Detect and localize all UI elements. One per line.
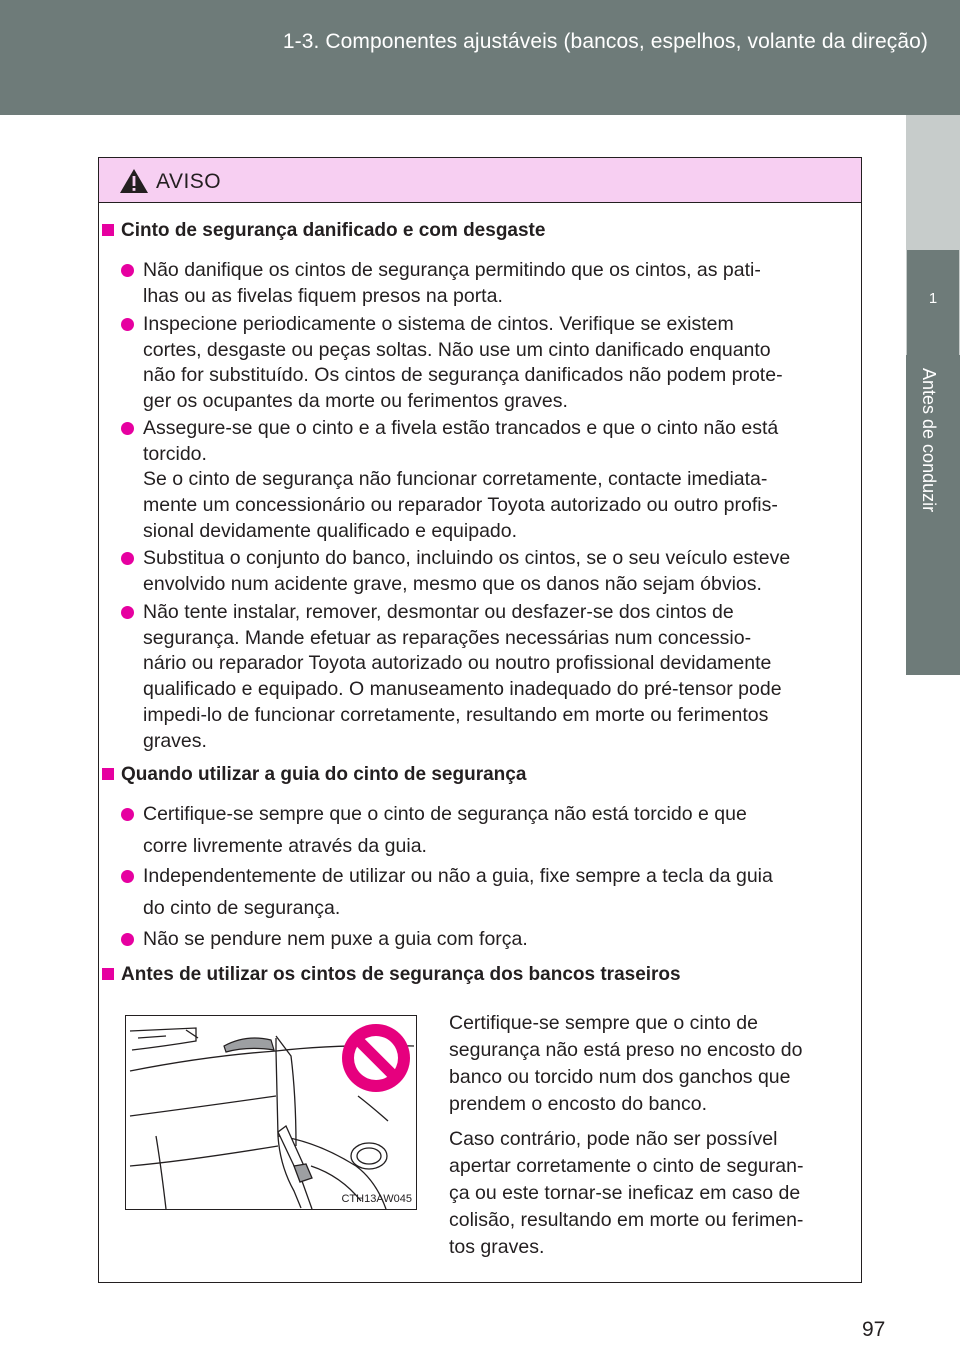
header-bar xyxy=(0,0,960,115)
chapter-label: Antes de conduzir xyxy=(919,368,939,513)
section-title: 1-3. Componentes ajustáveis (bancos, espelhos, volante da direção) xyxy=(282,30,928,53)
section-heading-rear-seat-belts: Antes de utilizar os cintos de segurança dos bancos traseiros xyxy=(102,964,681,986)
page-number: 97 xyxy=(862,1318,886,1341)
list-item: Não danifique os cintos de segurança permitindo que os cintos, as pati- lhas ou as fivelas fiquem presos na porta. xyxy=(121,258,855,309)
prohibition-icon xyxy=(342,1024,410,1092)
warning-triangle-icon xyxy=(119,168,149,194)
paragraph: Caso contrário, pode não ser possível apertar corretamente o cinto de seguran- ça ou este tornar-se ineficaz em caso de colisão, resultando em morte ou ferimen- tos graves. xyxy=(449,1128,804,1258)
warning-title: AVISO xyxy=(156,170,222,193)
bullet-icon xyxy=(121,422,134,435)
bullet-icon xyxy=(121,264,134,277)
square-bullet-icon xyxy=(102,224,114,236)
warning-box xyxy=(98,157,862,1283)
section-heading-belt-guide: Quando utilizar a guia do cinto de segurança xyxy=(102,764,526,786)
list-item: Inspecione periodicamente o sistema de cintos. Verifique se existem cortes, desgaste ou peças soltas. Não use um cinto danificado enquanto não for substituído. Os cintos de segurança danificados não podem prote- ger os ocupantes da morte ou ferimentos graves. xyxy=(121,312,855,415)
bullet-icon xyxy=(121,933,134,946)
bullet-icon xyxy=(121,552,134,565)
bullet-icon xyxy=(121,318,134,331)
square-bullet-icon xyxy=(102,968,114,980)
bullet-icon xyxy=(121,606,134,619)
list-item: Não se pendure nem puxe a guia com força. xyxy=(121,923,855,955)
seat-belt-drawing xyxy=(126,1016,416,1209)
list-item: Independentemente de utilizar ou não a guia, fixe sempre a tecla da guia do cinto de segurança. xyxy=(121,860,855,924)
list-item: Substitua o conjunto do banco, incluindo os cintos, se o seu veículo esteve envolvido num acidente grave, mesmo que os danos não sejam óbvios. xyxy=(121,546,855,597)
section-heading-damaged-belt: Cinto de segurança danificado e com desgaste xyxy=(102,220,545,242)
list-item: Não tente instalar, remover, desmontar ou desfazer-se dos cintos de segurança. Mande efetuar as reparações necessárias num concessio- nário ou reparador Toyota autorizado ou noutro profissional devidamente qualificado e equipado. O manuseamento inadequado do pré-tensor pode impedi-lo de funcionar corretamente, resultando em morte ou ferimentos graves. xyxy=(121,600,855,754)
warning-header xyxy=(99,158,861,203)
list-item: Assegure-se que o cinto e a fivela estão trancados e que o cinto não está torcido. Se o cinto de segurança não funcionar corretamente, contacte imediata- mente um concessionário ou reparador Toyota autorizado ou outro profis- sional devidamente qualificado e equipado. xyxy=(121,416,855,545)
bullet-icon xyxy=(121,870,134,883)
chapter-number: 1 xyxy=(907,250,959,355)
figure-code: CTH13AW045 xyxy=(341,1193,412,1205)
square-bullet-icon xyxy=(102,768,114,780)
bullet-icon xyxy=(121,808,134,821)
paragraph: Certifique-se sempre que o cinto de segurança não está preso no encosto do banco ou torcido num dos ganchos que prendem o encosto do banco. xyxy=(449,1012,803,1115)
rear-seat-belt-illustration xyxy=(125,1015,417,1210)
list-item: Certifique-se sempre que o cinto de segurança não está torcido e que corre livremente através da guia. xyxy=(121,798,855,862)
